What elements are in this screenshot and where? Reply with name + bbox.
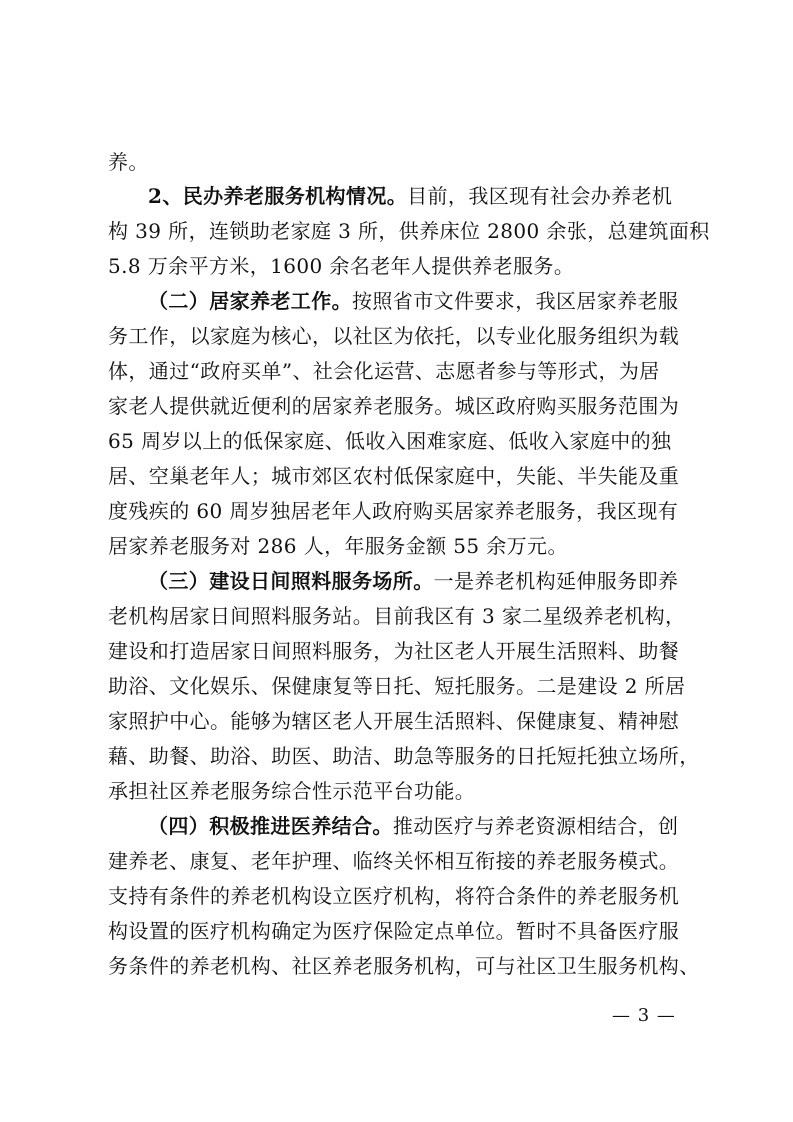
paragraph-line <box>108 427 688 455</box>
line-text: 度残疾的 60 周岁独居老年人政府购买居家养老服务，我区现有 <box>108 499 679 523</box>
paragraph-line <box>108 602 688 630</box>
line-text: 5.8 万余平方米，1600 余名老年人提供养老服务。 <box>108 254 575 278</box>
paragraph-line <box>108 322 688 350</box>
line-text: 按照省市文件要求，我区居家养老服 <box>352 289 679 313</box>
line-text: 体，通过“政府买单”、社会化运营、志愿者参与等形式，为居 <box>108 359 660 383</box>
section-heading: （三）建设日间照料服务场所。 <box>148 569 434 593</box>
line-text: 老机构居家日间照料服务站。目前我区有 3 家二星级养老机构， <box>108 604 686 628</box>
paragraph-line <box>108 148 688 176</box>
line-text: 支持有条件的养老机构设立医疗机构，将符合条件的养老服务机 <box>108 884 680 908</box>
line-text: 养。 <box>108 150 149 174</box>
paragraph-line <box>108 462 688 490</box>
line-text: 建设和打造居家日间照料服务，为社区老人开展生活照料、助餐 <box>108 639 680 663</box>
line-text: 目前，我区现有社会办养老机 <box>407 184 673 208</box>
line-text: 推动医疗与养老资源相结合，创 <box>392 814 679 838</box>
line-text: 居家养老服务对 286 人，年服务金额 55 余万元。 <box>108 534 568 558</box>
line-text: 务工作，以家庭为核心，以社区为依托，以专业化服务组织为载 <box>108 324 680 348</box>
paragraph-line <box>108 707 688 735</box>
paragraph-line <box>108 357 688 385</box>
paragraph-line <box>108 812 728 840</box>
paragraph-line <box>108 882 688 910</box>
paragraph-line <box>108 742 700 770</box>
line-text: 家老人提供就近便利的居家养老服务。城区政府购买服务范围为 <box>108 394 680 418</box>
section-heading: （二）居家养老工作。 <box>148 289 352 313</box>
paragraph-line <box>108 252 688 280</box>
line-text: 65 周岁以上的低保家庭、低收入困难家庭、低收入家庭中的独 <box>108 429 672 453</box>
line-text: 居、空巢老年人；城市郊区农村低保家庭中，失能、半失能及重 <box>108 464 680 488</box>
section-heading: （四）积极推进医养结合。 <box>148 814 393 838</box>
section-heading: 2、民办养老服务机构情况。 <box>148 184 408 208</box>
paragraph-line <box>108 777 688 805</box>
line-text: 家照护中心。能够为辖区老人开展生活照料、保健康复、精神慰 <box>108 709 680 733</box>
line-text: 建养老、康复、老年护理、临终关怀相互衔接的养老服务模式。 <box>108 849 680 873</box>
paragraph-line <box>108 917 688 945</box>
line-text: 一是养老机构延伸服务即养 <box>433 569 679 593</box>
paragraph-line <box>108 392 688 420</box>
page-number: — 3 — <box>612 1005 676 1026</box>
paragraph-line <box>108 217 710 245</box>
line-text: 承担社区养老服务综合性示范平台功能。 <box>108 779 476 803</box>
line-text: 务条件的养老机构、社区养老服务机构，可与社区卫生服务机构、 <box>108 954 700 978</box>
paragraph-line <box>108 532 688 560</box>
paragraph-line <box>108 672 688 700</box>
document-page <box>108 0 710 1122</box>
paragraph-line <box>108 637 688 665</box>
line-text: 构 39 所，连锁助老家庭 3 所，供养床位 2800 余张，总建筑面积 <box>108 219 710 243</box>
line-text: 构设置的医疗机构确定为医疗保险定点单位。暂时不具备医疗服 <box>108 919 680 943</box>
paragraph-line <box>108 847 688 875</box>
paragraph-line <box>108 182 728 210</box>
paragraph-line <box>108 287 728 315</box>
paragraph-line <box>108 567 728 595</box>
line-text: 藉、助餐、助浴、助医、助洁、助急等服务的日托短托独立场所， <box>108 744 700 768</box>
line-text: 助浴、文化娱乐、保健康复等日托、短托服务。二是建设 2 所居 <box>108 674 686 698</box>
paragraph-line <box>108 497 688 525</box>
paragraph-line <box>108 952 700 980</box>
